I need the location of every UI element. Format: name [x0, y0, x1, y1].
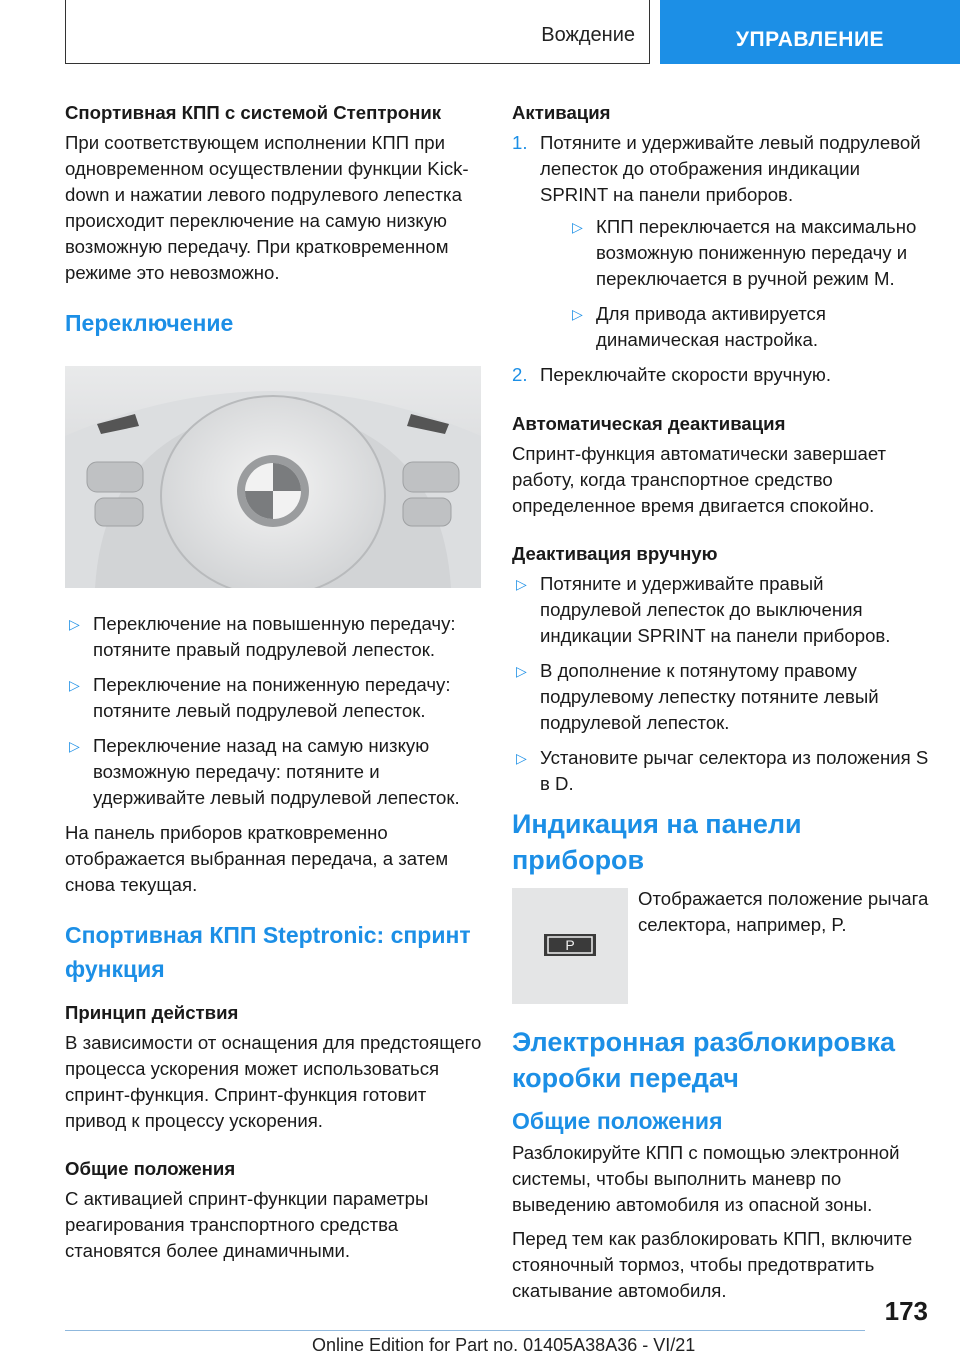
shifting-heading: Переключение: [65, 310, 234, 336]
unlock-general-heading: Общие положения: [512, 1108, 723, 1134]
general-text: С активацией спринт-функции параметры реагирования транспортного средства становятся более динамичными.: [65, 1188, 429, 1261]
header-chapter-tab: [660, 0, 960, 64]
shifting-after-text: На панель приборов кратковременно отображается выбранная передача, а затем снова текущая.: [65, 822, 449, 895]
indicator-text: Отображается положение рычага селектора, например, P.: [638, 888, 929, 935]
triangle-bullet-icon: ▷: [69, 738, 80, 754]
list-item: ▷ Переключение на повышенную передачу: потяните правый подрулевой лепесток.: [69, 613, 456, 660]
footer-divider: [65, 1330, 865, 1331]
principle-text: В зависимости от оснащения для предстоящего процесса ускорения может использоваться спринт-функция. Спринт-функция готовит привод к процессу ускорения.: [65, 1032, 482, 1131]
triangle-bullet-icon: ▷: [516, 750, 527, 766]
left-column: [65, 100, 483, 1272]
list-item: ▷ Переключение назад на самую низкую возможную передачу: потяните и удерживайте левый подрулевой лепесток.: [69, 735, 460, 808]
list-item: ▷ КПП переключается на максимально возможную пониженную передачу и переключается в ручной режим M.: [572, 216, 917, 289]
list-item: ▷ Для привода активируется динамическая настройка.: [572, 303, 826, 350]
footer-edition-text: Online Edition for Part no. 01405A38A36 - VI/21: [312, 1335, 696, 1355]
manual-deactivation-bullets: [512, 571, 930, 797]
list-item: ▷ Потяните и удерживайте правый подрулевой лепесток до выключения индикации SPRINT на панели приборов.: [516, 573, 891, 646]
unlock-text-2: Перед тем как разблокировать КПП, включите стояночный тормоз, чтобы предотвратить скатывание автомобиля.: [512, 1228, 913, 1301]
header-section-title: Вождение: [541, 24, 635, 46]
triangle-bullet-icon: ▷: [572, 219, 583, 235]
triangle-bullet-icon: ▷: [69, 677, 80, 693]
indicator-block: [512, 888, 930, 1006]
principle-heading: Принцип действия: [65, 1002, 239, 1023]
activation-steps: [512, 130, 930, 388]
general-heading: Общие положения: [65, 1158, 236, 1179]
header-section-tab: [65, 0, 650, 64]
sportbox-heading: Спортивная КПП с системой Стептроник: [65, 102, 442, 123]
indicator-letter: P: [565, 937, 575, 953]
unlock-text-1: Разблокируйте КПП с помощью электронной системы, чтобы выполнить маневр по выведению автомобиля из опасной зоны.: [512, 1142, 900, 1215]
steering-wheel-paddles-image: [65, 366, 481, 588]
manual-deactivation-heading: Деактивация вручную: [512, 543, 718, 564]
header-chapter-title: УПРАВЛЕНИЕ: [735, 28, 885, 51]
step-number: 2.: [512, 364, 528, 385]
indicator-heading: Индикация на панели приборов: [512, 809, 802, 875]
list-item: 1. Потяните и удерживайте левый подрулевой лепесток до отображения индикации SPRINT на панели приборов. ▷ КПП переключается на максимально возможную пониженную передачу и переключается в ручной режим M. ▷ Для привода активируется динамическая настройка.: [512, 130, 930, 353]
sprint-heading: Спортивная КПП Steptronic: спринт функция: [65, 922, 471, 982]
auto-deactivation-text: Спринт-функция автоматически завершает работу, когда транспортное средство определенное время двигается спокойно.: [512, 443, 887, 516]
auto-deactivation-heading: Автоматическая деактивация: [512, 413, 786, 434]
sportbox-text: При соответствующем исполнении КПП при одновременном осуществлении функции Kick-down и нажатии левого подрулевого лепестка происходит переключение на самую низкую возможную передачу. При кратковременном режиме это невозможно.: [65, 132, 469, 283]
right-column: [512, 100, 930, 1312]
list-item: 2. Переключайте скорости вручную.: [512, 362, 930, 388]
list-item: ▷ Переключение на пониженную передачу: потяните левый подрулевой лепесток.: [69, 674, 451, 721]
triangle-bullet-icon: ▷: [572, 306, 583, 322]
list-item: ▷ В дополнение к потянутому правому подрулевому лепестку потяните левый подрулевой лепесток.: [516, 660, 879, 733]
step1-bullets: [568, 214, 930, 353]
gear-indicator-display-image: [512, 888, 628, 1004]
unlock-heading: Электронная разблокировка коробки передач: [512, 1027, 896, 1093]
triangle-bullet-icon: ▷: [69, 616, 80, 632]
triangle-bullet-icon: ▷: [516, 663, 527, 679]
page-number: 173: [884, 1296, 928, 1326]
step-number: 1.: [512, 132, 528, 153]
triangle-bullet-icon: ▷: [516, 576, 527, 592]
shifting-bullets: [65, 611, 483, 811]
list-item: ▷ Установите рычаг селектора из положения S в D.: [516, 747, 929, 794]
activation-heading: Активация: [512, 102, 611, 123]
